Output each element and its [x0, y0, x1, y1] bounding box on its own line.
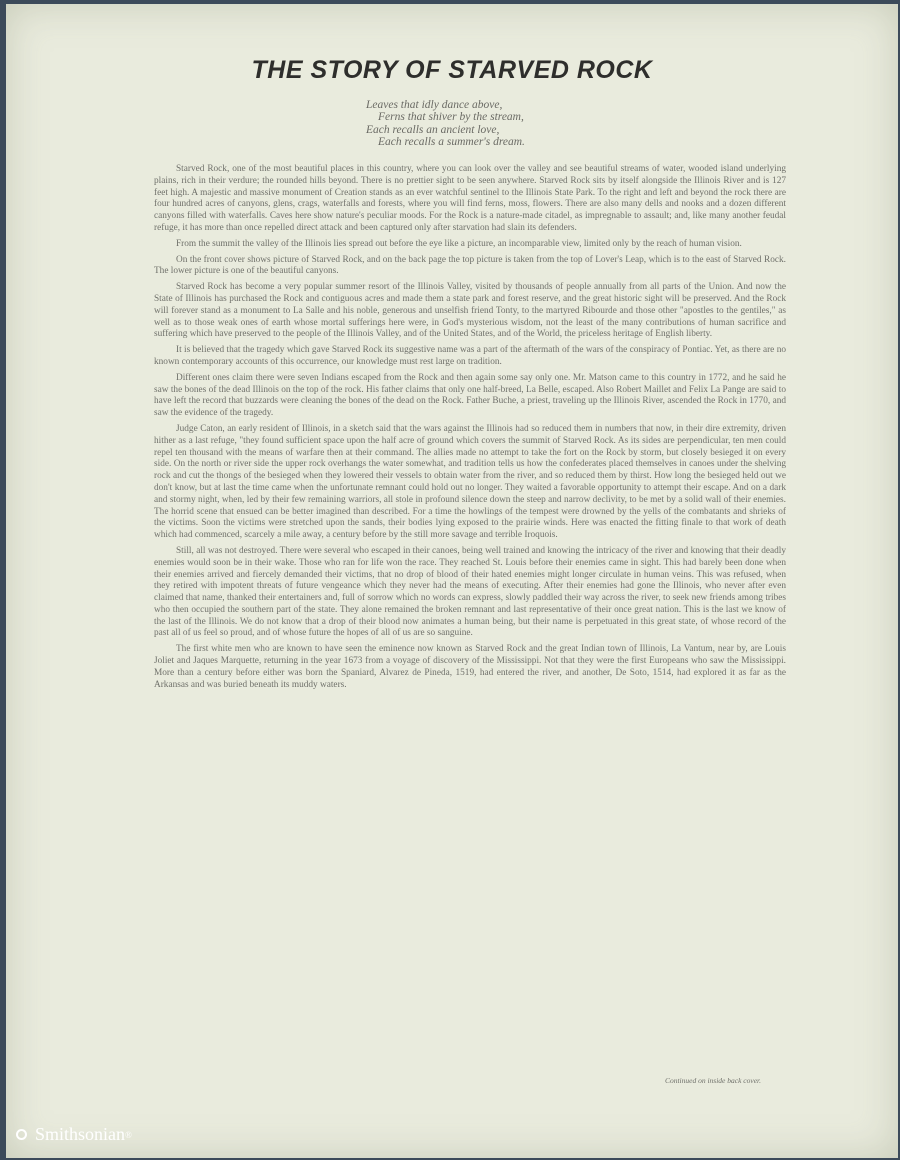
poem-line: Each recalls an ancient love,: [366, 123, 500, 136]
paragraph: Starved Rock, one of the most beautiful places in this country, where you can look over the valley and see beautiful streams of water, wooded island underlying plains, rich in their verdure; the rounded hills beyond. There is no prettier sight to be seen anywhere. Starved Rock sits by itself alongside the Illinois River and is 127 feet high. A majestic and massive monument of Creation stands as an ever watchful sentinel to the Illinois State Park. To the right and left and beyond the rock there are four hundred acres of canyons, glens, crags, waterfalls and forests, where you will find ferns, moss, flowers. There are also many dells and nooks and a dozen different canyons filled with waterfalls. Caves here show nature's peculiar moods. For the Rock is a nature-made citadel, as impregnable to assault; and, like many another feudal refuge, it has more than once repelled direct attack and been captured only after starvation had slain its defenders.: [154, 164, 786, 233]
document-page: [6, 4, 898, 1158]
continued-note: Continued on inside back cover.: [664, 1076, 761, 1085]
registered-mark: ®: [125, 1129, 132, 1140]
paragraph: Different ones claim there were seven Indians escaped from the Rock and then again some say only one. Mr. Matson came to this country in 1772, and he said he saw the bones of the dead Illinois on the top of the rock. His father claims that only one half-breed, La Belle, escaped. Also Robert Maillet and Felix La Pange are said to have left the record that buzzards were cleaning the bones of the dead on the Rock. Father Buche, a priest, traveling up the Illinois River, ascended the Rock in 1770, and saw the evidence of the tragedy.: [154, 372, 786, 419]
sun-logo-icon: [16, 1129, 27, 1140]
paragraph: Starved Rock has become a very popular summer resort of the Illinois Valley, visited by thousands of people annually from all parts of the Union. And now the State of Illinois has purchased the Rock and contiguous acres and made them a state park and forest reserve, and the great historic sight will be preserved. And the Rock will forever stand as a monument to La Salle and his noble, generous and unselfish friend Tonty, to the martyred Ribourde and those other "apostles to the gentiles," as well as to those weak ones of earth whose mortal sufferings here were, in God's mysterious wisdom, not the least of the many contributions of human sacrifice and suffering which have preserved to the people of the Illinois Valley, and of the United States, and of the World, the priceless heritage of English liberty.: [154, 282, 786, 340]
paragraph: From the summit the valley of the Illinois lies spread out before the eye like a picture, an incomparable view, limited only by the reach of human vision.: [176, 238, 742, 249]
poem-line: Ferns that shiver by the stream,: [378, 111, 524, 124]
paragraph: On the front cover shows picture of Starved Rock, and on the back page the top picture is taken from the top of Lover's Leap, which is to the east of Starved Rock. The lower picture is one of the beautiful canyons.: [154, 254, 786, 277]
paragraph: Judge Caton, an early resident of Illinois, in a sketch said that the wars against the Illinois had so reduced them in numbers that now, in their dire extremity, driven hither as a last refuge, "they found sufficient space upon the half acre of ground which covers the summit of Starved Rock. As its sides are perpendicular, ten men could repel ten thousand with the means of warfare then at their command. The allies made no attempt to take the fort on the Rock by storm, but closely besieged it on every side. On the north or river side the upper rock overhangs the water somewhat, and tradition tells us how the confederates placed themselves in canoes under the shelving rock and cut the thongs of the besieged when they lowered their vessels to obtain water from the river, and so reduced them by thirst. How long the besieged held out we don't know, but at last the time came when the unfortunate remnant could hold out no longer. They waited a favorable opportunity to attempt their escape. And on a dark and stormy night, when, led by their few remaining warriors, all stole in profound silence down the steep and narrow declivity, to be met by a solid wall of their enemies. The horrid scene that ensued can be better imagined than described. For a time the howlings of the tempest were drowned by the yells of the combatants and shrieks of the victims. Soon the victims were stretched upon the sands, their bodies lying exposed to the prairie winds. Here was enacted the fitting finale to that work of death which had commenced, scarcely a mile away, a century before by the still more savage and terrible Iroquois.: [154, 423, 786, 541]
page-title: THE STORY OF STARVED ROCK: [251, 56, 653, 84]
paragraph: Still, all was not destroyed. There were several who escaped in their canoes, being well trained and knowing the intricacy of the river and knowing that their deadly enemies would soon be in their wake. Those who ran for life won the race. They reached St. Louis before their enemies came in sight. This had barely been done when their enemies arrived and fiercely demanded their victims, that no drop of blood of their hated enemies might longer circulate in human veins. This was refused, when they retired with impotent threats of future vengeance which they never had the means of executing. After their enemies had gone the Illinois, who never after even claimed that name, thanked their entertainers and, full of sorrow which no words can express, slowly paddled their way across the river, to seek new friends among tribes who then occupied the southern part of the state. They alone remained the broken remnant and last representative of their once great nation. This is the last we know of the last of the Illinois. We do not know that a drop of their blood now animates a human being, but their name is perpetuated in this great state, of whose record of the past all of us feel so proud, and of whose future the hopes of all of us are so sanguine.: [154, 545, 786, 639]
epigraph-poem: [366, 99, 686, 148]
paragraph: The first white men who are known to have seen the eminence now known as Starved Rock and the great Indian town of Illinois, La Vantum, near by, are Louis Joliet and Jaques Marquette, returning in the year 1673 from a voyage of discovery of the Mississippi. Not that they were the first Europeans who saw the Mississippi. More than a century before either was born the Spaniard, Alvarez de Pineda, 1519, had entered the river, and another, De Soto, 1514, had explored it as far as the Arkansas and was buried beneath its muddy waters.: [154, 644, 786, 690]
paragraph: It is believed that the tragedy which gave Starved Rock its suggestive name was a part of the aftermath of the wars of the conspiracy of Pontiac. Yet, as there are no known contemporary accounts of this occurrence, our knowledge must rest large on tradition.: [154, 345, 786, 367]
watermark-name: Smithsonian: [35, 1124, 126, 1144]
poem-line: Leaves that idly dance above,: [366, 99, 503, 111]
article-body: [154, 164, 786, 695]
poem-line: Each recalls a summer's dream.: [378, 135, 525, 148]
smithsonian-watermark: [16, 1124, 132, 1145]
